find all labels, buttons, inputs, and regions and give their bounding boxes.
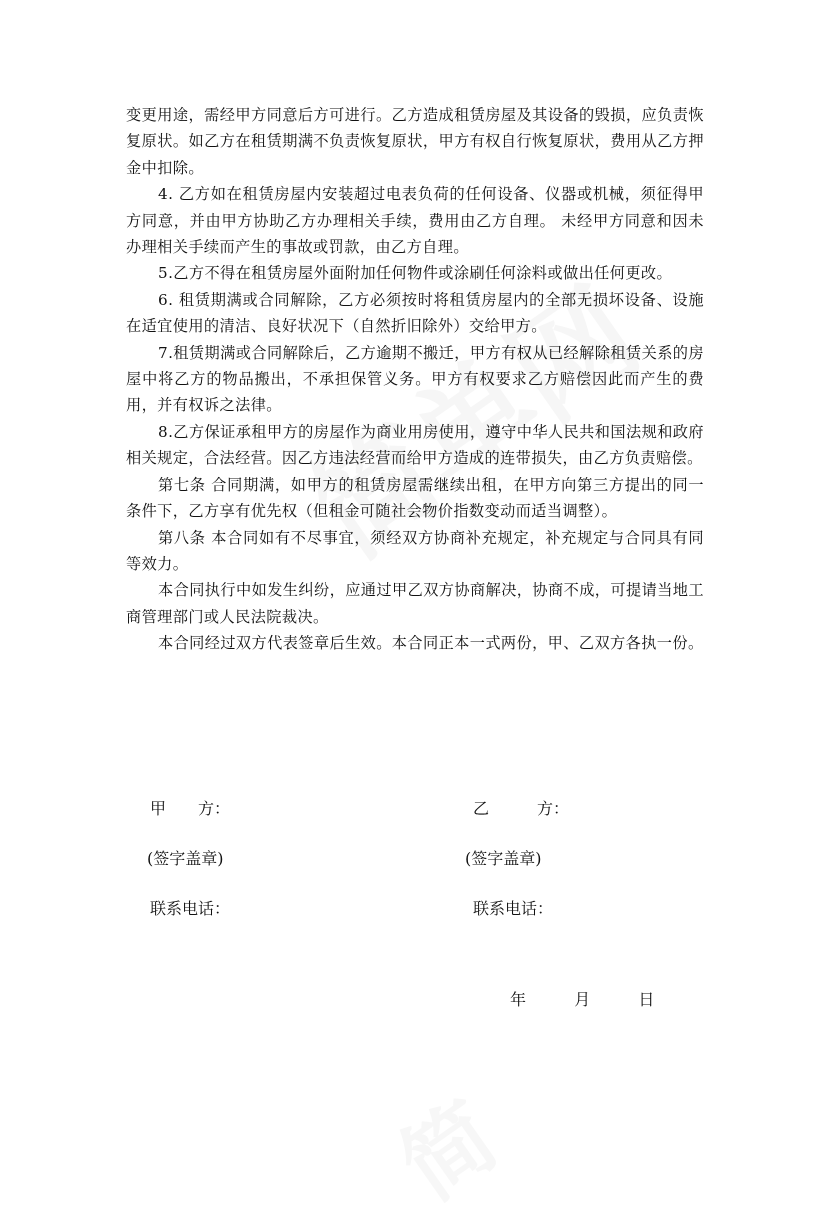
article-eight: 第八条 本合同如有不尽事宜，须经双方协商补充规定，补充规定与合同具有同等效力。 <box>126 528 704 573</box>
watermark-secondary <box>371 1066 519 1224</box>
dispute-clause: 本合同执行中如发生纠纷，应通过甲乙双方协商解决，协商不成，可提请当地工商管理部门或人民法院裁决。 <box>126 581 704 626</box>
party-b-phone: 联系电话： <box>473 899 554 918</box>
paragraph-intro: 变更用途，需经甲方同意后方可进行。乙方造成租赁房屋及其设备的毁损，应负责恢复原状。如乙方在租赁期满不负责恢复原状，甲方有权自行恢复原状，费用从乙方押金中扣除。 <box>126 106 704 177</box>
party-a-seal: (签字盖章) <box>147 849 224 868</box>
clause-7: 7.租赁期满或合同解除后，乙方逾期不搬迁，甲方有权从已经解除租赁关系的房屋中将乙方的物品搬出，不承担保管义务。甲方有权要求乙方赔偿因此而产生的费用，并有权诉之法律。 <box>126 343 704 415</box>
contract-body <box>126 102 704 657</box>
party-b-label: 乙 方： <box>473 799 570 818</box>
clause-4: 4. 乙方如在租赁房屋内安装超过电表负荷的任何设备、仪器或机械，须征得甲方同意，并由甲方协助乙方办理相关手续，费用由乙方自理。 未经甲方同意和因未办理相关手续而产生的事故或罚款，由乙方自理。 <box>126 185 704 257</box>
clause-5: 5.乙方不得在租赁房屋外面附加任何物件或涂刷任何涂料或做出任何更改。 <box>158 264 673 283</box>
date-line <box>510 987 654 1010</box>
article-seven: 第七条 合同期满，如甲方的租赁房屋需继续出租，在甲方向第三方提出的同一条件下，乙方享有优先权（但租金可随社会物价指数变动而适当调整）。 <box>126 475 704 521</box>
date-month: 月 <box>574 990 591 1009</box>
effective-clause: 本合同经过双方代表签章后生效。本合同正本一式两份，甲、乙双方各执一份。 <box>158 634 704 653</box>
party-a-phone: 联系电话： <box>150 899 231 918</box>
clause-8: 8.乙方保证承租甲方的房屋作为商业用房使用，遵守中华人民共和国法规和政府相关规定，合法经营。因乙方违法经营而给甲方造成的连带损失，由乙方负责赔偿。 <box>126 422 704 468</box>
party-b-seal: (签字盖章) <box>465 849 542 868</box>
clause-6: 6. 租赁期满或合同解除，乙方必须按时将租赁房屋内的全部无损坏设备、设施在适宜使用的清洁、良好状况下（自然折旧除外）交给甲方。 <box>126 290 704 336</box>
date-year: 年 <box>510 990 527 1009</box>
party-a-label: 甲 方： <box>150 799 231 818</box>
date-day: 日 <box>638 990 655 1009</box>
